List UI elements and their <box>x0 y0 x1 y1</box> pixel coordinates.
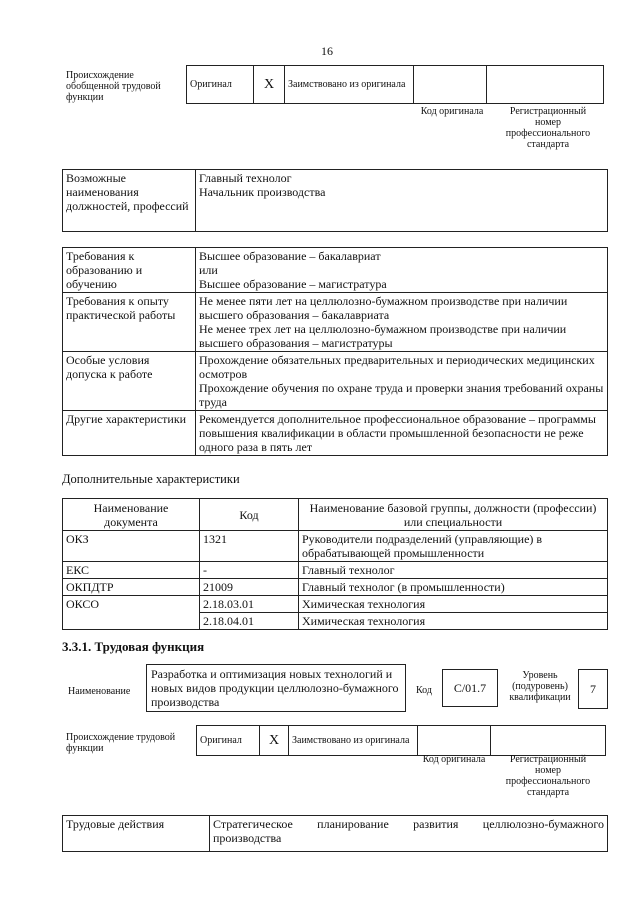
reg-caption: Регистрационный номер профессионального стандарта <box>505 106 591 150</box>
requirements-table <box>62 247 608 456</box>
name-label: Наименование <box>68 686 131 697</box>
name-cell: Главный технолог (в промышленности) <box>299 579 608 596</box>
req-value-education <box>196 248 608 293</box>
name-cell: Химическая технология <box>299 596 608 613</box>
actions-label: Трудовые действия <box>63 816 210 852</box>
original-code-cell-2 <box>418 726 491 756</box>
code-cell: 1321 <box>200 531 299 562</box>
origin-label: Происхождение обобщенной трудовой функции <box>66 70 161 103</box>
additional-heading: Дополнительные характеристики <box>62 472 240 486</box>
req-label-other: Другие характеристики <box>63 411 196 456</box>
origin-mark: X <box>254 66 285 104</box>
origin-table-2 <box>196 725 606 756</box>
req-line: Высшее образование – магистратура <box>199 277 387 291</box>
function-heading: 3.3.1. Трудовая функция <box>62 639 205 654</box>
origin-mark-2: X <box>260 726 289 756</box>
req-line: Прохождение обучения по охране труда и проверки знания требований охраны труда <box>199 381 604 409</box>
req-line: или <box>199 263 218 277</box>
origin-table <box>186 65 604 104</box>
req-label-experience: Требования к опыту практической работы <box>63 293 196 352</box>
borrowed-cell-2: Заимствовано из оригинала <box>289 726 418 756</box>
function-name-box: Разработка и оптимизация новых технологий и новых видов продукции целлюлозно-бумажного производства <box>146 664 406 712</box>
header-code: Код <box>200 499 299 531</box>
function-code: C/01.7 <box>453 680 487 695</box>
code-cell: 2.18.04.01 <box>200 613 299 630</box>
actions-table <box>62 815 608 852</box>
name-cell: Руководители подразделений (управляющие) в обрабатывающей промышленности <box>299 531 608 562</box>
position-item: Главный технолог <box>199 171 292 185</box>
positions-values <box>196 170 608 232</box>
positions-label: Возможные наименования должностей, профессий <box>63 170 196 232</box>
level-box <box>578 669 608 709</box>
actions-text: Стратегическое планирование развития целлюлозно-бумажного производства <box>210 816 608 852</box>
code-caption-2: Код оригинала <box>422 754 486 765</box>
req-value-experience <box>196 293 608 352</box>
borrowed-cell: Заимствовано из оригинала <box>285 66 414 104</box>
doc-cell: ОКПДТР <box>63 579 200 596</box>
doc-cell: ОКЗ <box>63 531 200 562</box>
header-name: Наименование базовой группы, должности (профессии) или специальности <box>299 499 608 531</box>
code-cell: 2.18.03.01 <box>200 596 299 613</box>
function-code-box <box>442 669 498 707</box>
doc-cell: ЕКС <box>63 562 200 579</box>
reg-number-cell-2 <box>491 726 606 756</box>
original-code-cell <box>414 66 487 104</box>
req-line: Не менее трех лет на целлюлозно-бумажном производстве при наличии высшего образования – магистратуры <box>199 322 567 350</box>
req-value-other <box>196 411 608 456</box>
req-line: Рекомендуется дополнительное профессиональное образование – программы повышения квалификации в области промышленной безопасности не реже одного раза в пять лет <box>199 412 596 454</box>
req-line: Высшее образование – бакалавриат <box>199 249 381 263</box>
code-cell: 21009 <box>200 579 299 596</box>
req-label-conditions: Особые условия допуска к работе <box>63 352 196 411</box>
original-cell: Оригинал <box>187 66 254 104</box>
req-line: Не менее пяти лет на целлюлозно-бумажном производстве при наличии высшего образования – бакалавриата <box>199 294 568 322</box>
header-doc: Наименование документа <box>63 499 200 531</box>
name-cell: Главный технолог <box>299 562 608 579</box>
reg-number-cell <box>487 66 604 104</box>
additional-table <box>62 498 608 630</box>
req-value-conditions <box>196 352 608 411</box>
req-line: Прохождение обязательных предварительных и периодических медицинских осмотров <box>199 353 595 381</box>
level-label: Уровень (подуровень) квалификации <box>509 670 571 703</box>
code-cell: - <box>200 562 299 579</box>
name-cell: Химическая технология <box>299 613 608 630</box>
doc-cell: ОКСО <box>63 596 200 630</box>
code-caption: Код оригинала <box>420 106 484 117</box>
code-label: Код <box>416 685 432 696</box>
position-item: Начальник производства <box>199 185 326 199</box>
reg-caption-2: Регистрационный номер профессионального стандарта <box>505 754 591 798</box>
origin-label-2: Происхождение трудовой функции <box>66 732 176 754</box>
req-label-education: Требования к образованию и обучению <box>63 248 196 293</box>
positions-table <box>62 169 608 232</box>
level-value: 7 <box>590 681 596 696</box>
original-cell-2: Оригинал <box>197 726 260 756</box>
page-number: 16 <box>321 44 333 58</box>
